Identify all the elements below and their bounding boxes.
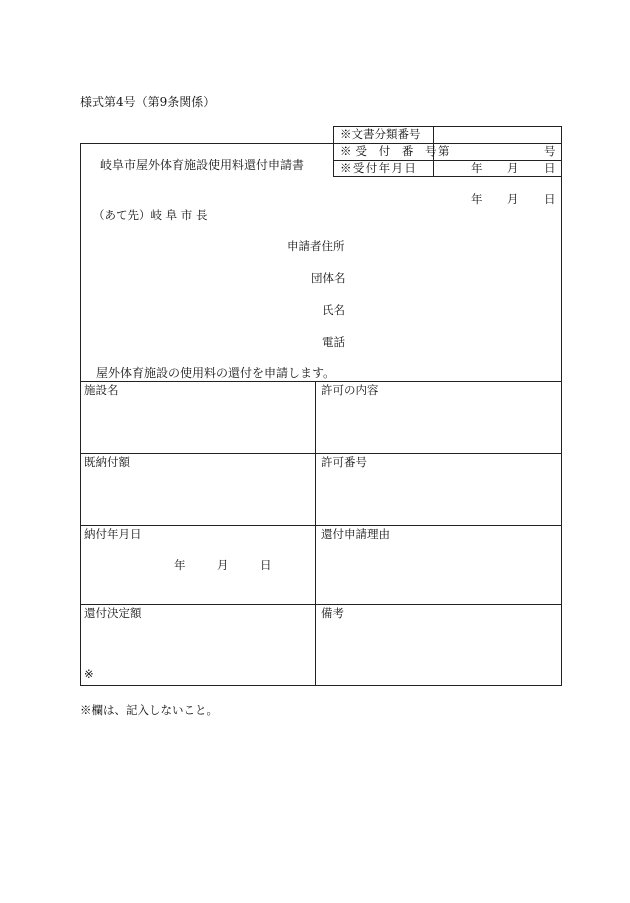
form-top-border	[80, 143, 334, 144]
receipt-date-day: 日	[544, 161, 556, 175]
refund-reason-label: 還付申請理由	[321, 527, 390, 541]
facility-name-label: 施設名	[84, 383, 119, 397]
form-number: 様式第4号（第9条関係）	[80, 95, 216, 109]
application-date-day: 日	[544, 192, 556, 206]
table-bottom-border	[80, 685, 562, 686]
applicant-address-label: 申請者住所	[287, 239, 345, 253]
payment-date-month: 月	[217, 558, 229, 572]
request-statement: 屋外体育施設の使用料の還付を申請します。	[96, 366, 336, 380]
payment-date-day: 日	[260, 558, 272, 572]
application-date-year: 年	[471, 192, 483, 206]
permit-details-label: 許可の内容	[321, 383, 379, 397]
receipt-date-month: 月	[507, 161, 519, 175]
receipt-number-suffix: 号	[544, 144, 556, 158]
permit-number-label: 許可番号	[321, 455, 367, 469]
applicant-name-label: 氏名	[322, 303, 345, 317]
form-right-border	[561, 176, 562, 686]
table-row-divider	[80, 604, 562, 605]
remarks-label: 備考	[321, 606, 344, 620]
classification-number-label: ※文書分類番号	[340, 127, 421, 141]
receipt-number-label: ※受 付 番 号	[340, 144, 441, 158]
table-center-divider	[315, 381, 316, 686]
receipt-date-label: ※受付年月日	[340, 161, 418, 175]
organization-name-label: 団体名	[311, 271, 346, 285]
receipt-date-year: 年	[471, 161, 483, 175]
application-date-month: 月	[507, 192, 519, 206]
payment-date-label: 納付年月日	[84, 527, 142, 541]
payment-date-year: 年	[174, 558, 186, 572]
table-top-border	[80, 381, 562, 382]
phone-label: 電話	[322, 335, 345, 349]
table-row-divider	[80, 525, 562, 526]
document-title: 岐阜市屋外体育施設使用料還付申請書	[100, 158, 305, 172]
table-row-divider	[80, 453, 562, 454]
footnote: ※欄は、記入しないこと。	[80, 703, 218, 717]
office-use-mark: ※	[84, 667, 94, 681]
receipt-number-prefix: 第	[438, 144, 450, 158]
refund-decided-amount-label: 還付決定額	[84, 606, 142, 620]
addressee: （あて先）岐 阜 市 長	[93, 208, 208, 222]
paid-amount-label: 既納付額	[84, 455, 130, 469]
